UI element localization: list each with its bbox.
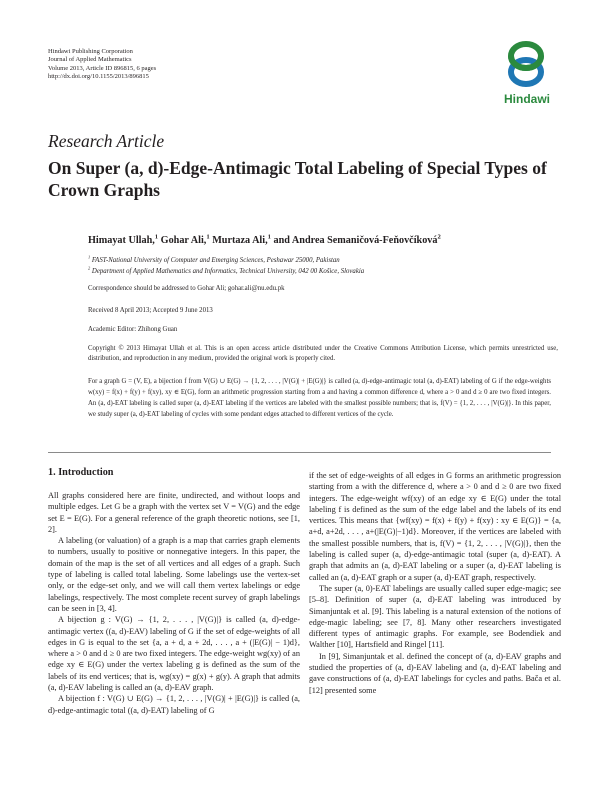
hindawi-logo (495, 40, 557, 110)
divider (48, 452, 551, 453)
hindawi-logo-icon (495, 40, 557, 92)
affiliations (88, 255, 568, 277)
academic-editor: Academic Editor: Zhihong Guan (88, 326, 178, 333)
article-category: Research Article (48, 131, 165, 151)
journal-name: Journal of Applied Mathematics (48, 56, 132, 64)
author-list (88, 235, 441, 246)
paragraph: if the set of edge-weights of all edges in G forms an arithmetic progression starting from a with the difference d, where a > 0 and d ≥ 0 are two fixed integers. The edge-weight wf(xy) of an edge xy ∈ E(G) under the total labeling f is defined as the sum of the edge label and the labels of its end vertices. This means that {wf(xy) = f(x) + f(y) + f(xy) : xy ∈ E(G)} = {a, a+d, a+2d, . . . , a+(|E(G)|−1)d}. Moreover, if the vertices are labeled with the smallest possible numbers, that is, f(V) = {1, 2, . . . , |V(G)|}, then the labeling is called super (a, d)-edge-antimagic total (super (a, d)-EAT). A graph that admits an (a, d)-EAT labeling or a super (a, d)-EAT labeling is called an (a, d)-EAT graph or a super (a, d)-EAT graph, respectively. (309, 471, 561, 582)
right-column (309, 470, 561, 696)
publisher: Hindawi Publishing Corporation (48, 48, 133, 55)
section-heading: 1. Introduction (48, 467, 114, 478)
logo-wordmark: Hindawi (503, 92, 550, 106)
journal-header (48, 48, 156, 81)
affiliation: $^2$ Department of Applied Mathematics and Informatics, Technical University, 042 00 Košice, Slovakia (88, 265, 365, 275)
abstract: For a graph G = (V, E), a bijection f from V(G) ∪ E(G) → {1, 2, . . . , |V(G)| + |E(G)|} is called (a, d)-edge-antimagic total (a, d)-EAT) labeling of G if the edge-weights w(xy) = f(x) + f(y) + f(xy), xy ∈ E(G), form an arithmetic progression starting from a and having a common difference d, where a > 0 and d ≥ 0 are two fixed integers. An (a, d)-EAT labeling is called super (a, d)-EAT labeling if the vertices are labeled with the smallest possible numbers; that is, f(V) = {1, 2, . . . , |V(G)|}. In this paper, we study super (a, d)-EAT labeling of cycles with some pendant edges attached to different vertices of the cycle. (88, 378, 551, 418)
author: Himayat Ullah,$^1$ (88, 233, 159, 246)
left-column (48, 490, 300, 716)
dates: Received 8 April 2013; Accepted 9 June 2013 (88, 307, 213, 314)
volume-info: Volume 2013, Article ID 896815, 6 pages (48, 64, 157, 72)
paragraph: A bijection g : V(G) → {1, 2, . . . , |V(G)|} is called (a, d)-edge-antimagic vertex ((a, d)-EAV) labeling of G if the set of edge-weights of all edges in G is equal to the set {a, a + d, a + 2d, . . . , a + (|E(G)| − 1)d}, where a > 0 and d ≥ 0 are two fixed integers. The edge-weight wg(xy) of an edge xy ∈ E(G) under the vertex labeling g is defined as the sum of the labels of its end vertices; that is, wg(xy) = g(x) + g(y). A graph that admits (a, d)-EAV labeling is called an (a, d)-EAV graph. (48, 615, 300, 693)
doi-link[interactable]: http://dx.doi.org/10.1155/2013/896815 (48, 72, 149, 80)
author: Murtaza Ali,$^1$ (212, 233, 271, 246)
paragraph: A bijection f : V(G) ∪ E(G) → {1, 2, . . . , |V(G)| + |E(G)|} is called (a, d)-edge-antimagic total ((a, d)-EAT) labeling of G (48, 694, 300, 715)
correspondence: Correspondence should be addressed to Gohar Ali; gohar.ali@nu.edu.pk (88, 285, 285, 292)
paragraph: All graphs considered here are finite, undirected, and without loops and multiple edges. Let G be a graph with the vertex set V = V(G) and the edge set E = E(G). For a general reference of the graph theoretic notions, see [1, 2]. (48, 491, 300, 534)
paragraph: The super (a, 0)-EAT labelings are usually called super edge-magic; see [5–8]. Definition of super (a, d)-EAT labeling was introduced by Simanjuntak et al. [9]. This labeling is a natural extension of the notions of edge-magic labeling; see [7, 8]. Many other researchers investigated different types of antimagic graphs. For example, see Bodendiek and Walther [10], Hartsfield and Ringel [11]. (309, 583, 561, 650)
paragraph: In [9], Simanjuntak et al. defined the concept of (a, d)-EAV graphs and studied the properties of (a, d)-EAV labeling and (a, d)-EAT labeling and gave constructions of (a, d)-EAT labelings for cycles and paths. Bača et al. [12] presented some (309, 651, 561, 695)
author: Gohar Ali,$^1$ (160, 233, 210, 246)
copyright: Copyright © 2013 Himayat Ullah et al. This is an open access article distributed under the Creative Commons Attribution License, which permits unrestricted use, distribution, and reproduction in any medium, provided the original work is properly cited. (88, 345, 558, 362)
paper-title: On Super (a, d)-Edge-Antimagic Total Labeling of Special Types of Crown Graphs (48, 158, 547, 200)
affiliation: $^1$ FAST-National University of Computer and Emerging Sciences, Peshawar 25000, Pakistan (88, 254, 340, 264)
author: and Andrea Semaničová-Feňovčíková$^2$ (273, 233, 441, 246)
paragraph: A labeling (or valuation) of a graph is a map that carries graph elements to numbers, usually to positive or nonnegative integers. In this paper, the domain of the map is the set of all vertices and all edges of a graph. Such type of labeling is called total labeling. Some labelings use the vertex-set only, or the edge-set only, and we will call them vertex labelings or edge labelings, respectively. The most complete recent survey of graph labelings can be seen in [3, 4]. (48, 536, 300, 613)
